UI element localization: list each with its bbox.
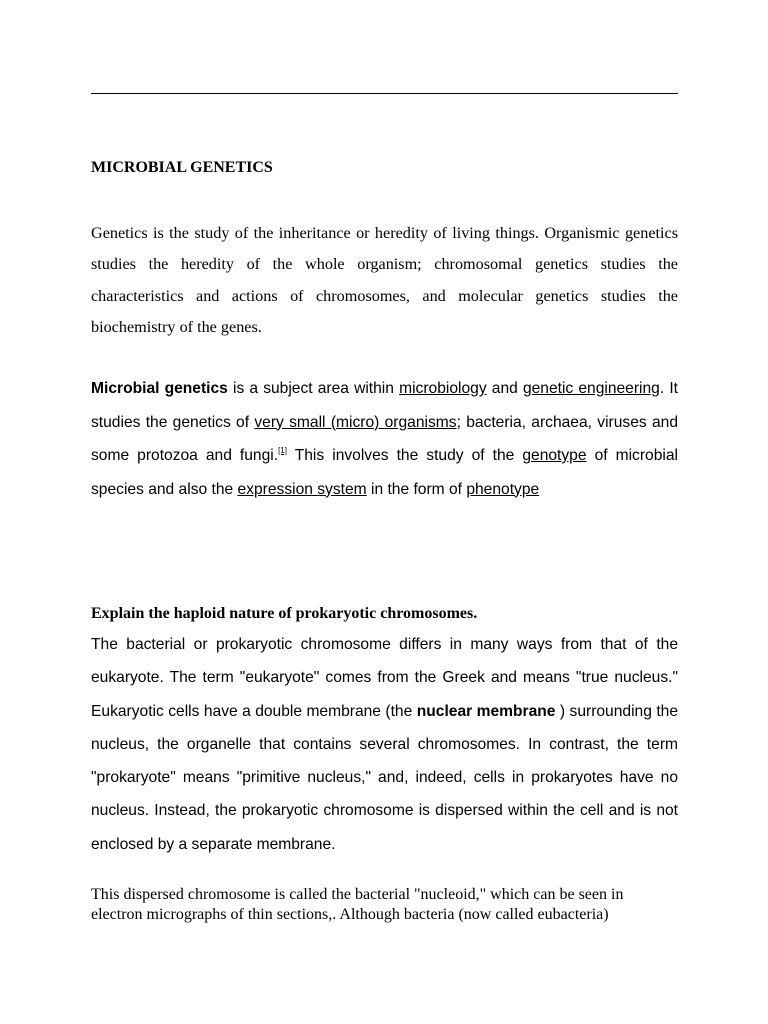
- paragraph-nucleoid: This dispersed chromosome is called the bacterial "nucleoid," which can be seen in electron micrographs of thin sections,. Although bacteria (now called eubacteria): [91, 886, 624, 923]
- page-title: MICROBIAL GENETICS: [91, 159, 273, 176]
- text-span: . It studies the genetics of: [91, 380, 678, 431]
- link-genotype[interactable]: genotype: [522, 447, 587, 464]
- paragraph-prokaryotic-chromosome: [91, 628, 678, 861]
- text-span: is a subject area within: [227, 380, 400, 397]
- citation-link[interactable]: [1]: [278, 446, 287, 455]
- link-expression-system[interactable]: expression system: [237, 480, 367, 498]
- text-span: in the form of: [366, 480, 467, 498]
- text-span: ) surrounding the nucleus, the organelle that contains several chromosomes. In contrast, the term "prokaryote" means "primitive nucleus," and, indeed, cells in prokaryotes have no nucleus. Instead, the prokaryotic chromosome is dispersed within the cell and is not enclosed by a separate membrane.: [91, 702, 678, 853]
- text-span: and: [486, 380, 523, 397]
- link-genetic-engineering[interactable]: genetic engineering: [522, 380, 660, 397]
- paragraph-genetics-definition: Genetics is the study of the inheritance or heredity of living things. Organismic genetics studies the heredity of the whole organism; chromosomal genetics studies the characteristics and actions of chromosomes, and molecular genetics studies the biochemistry of the genes.: [91, 224, 678, 336]
- text-span: of microbial species and also the: [91, 447, 678, 498]
- header-rule: [91, 93, 678, 94]
- text-span: ; bacteria, archaea, viruses and some protozoa and fungi.: [91, 413, 678, 464]
- text-span: The bacterial or prokaryotic chromosome differs in many ways from that of the eukaryote. The term "eukaryote" comes from the Greek and means "true nucleus." Eukaryotic cells have a double membrane (the: [91, 636, 678, 720]
- bold-term-nuclear-membrane: nuclear membrane: [416, 702, 556, 720]
- section-heading-haploid: Explain the haploid nature of prokaryotic chromosomes.: [91, 605, 478, 622]
- text-span: This involves the study of the: [286, 447, 523, 464]
- paragraph-microbial-genetics: [91, 372, 678, 506]
- link-micro-organisms[interactable]: very small (micro) organisms: [254, 413, 457, 431]
- bold-term-microbial-genetics: Microbial genetics: [91, 380, 228, 397]
- link-microbiology[interactable]: microbiology: [399, 380, 487, 397]
- link-phenotype[interactable]: phenotype: [466, 480, 540, 498]
